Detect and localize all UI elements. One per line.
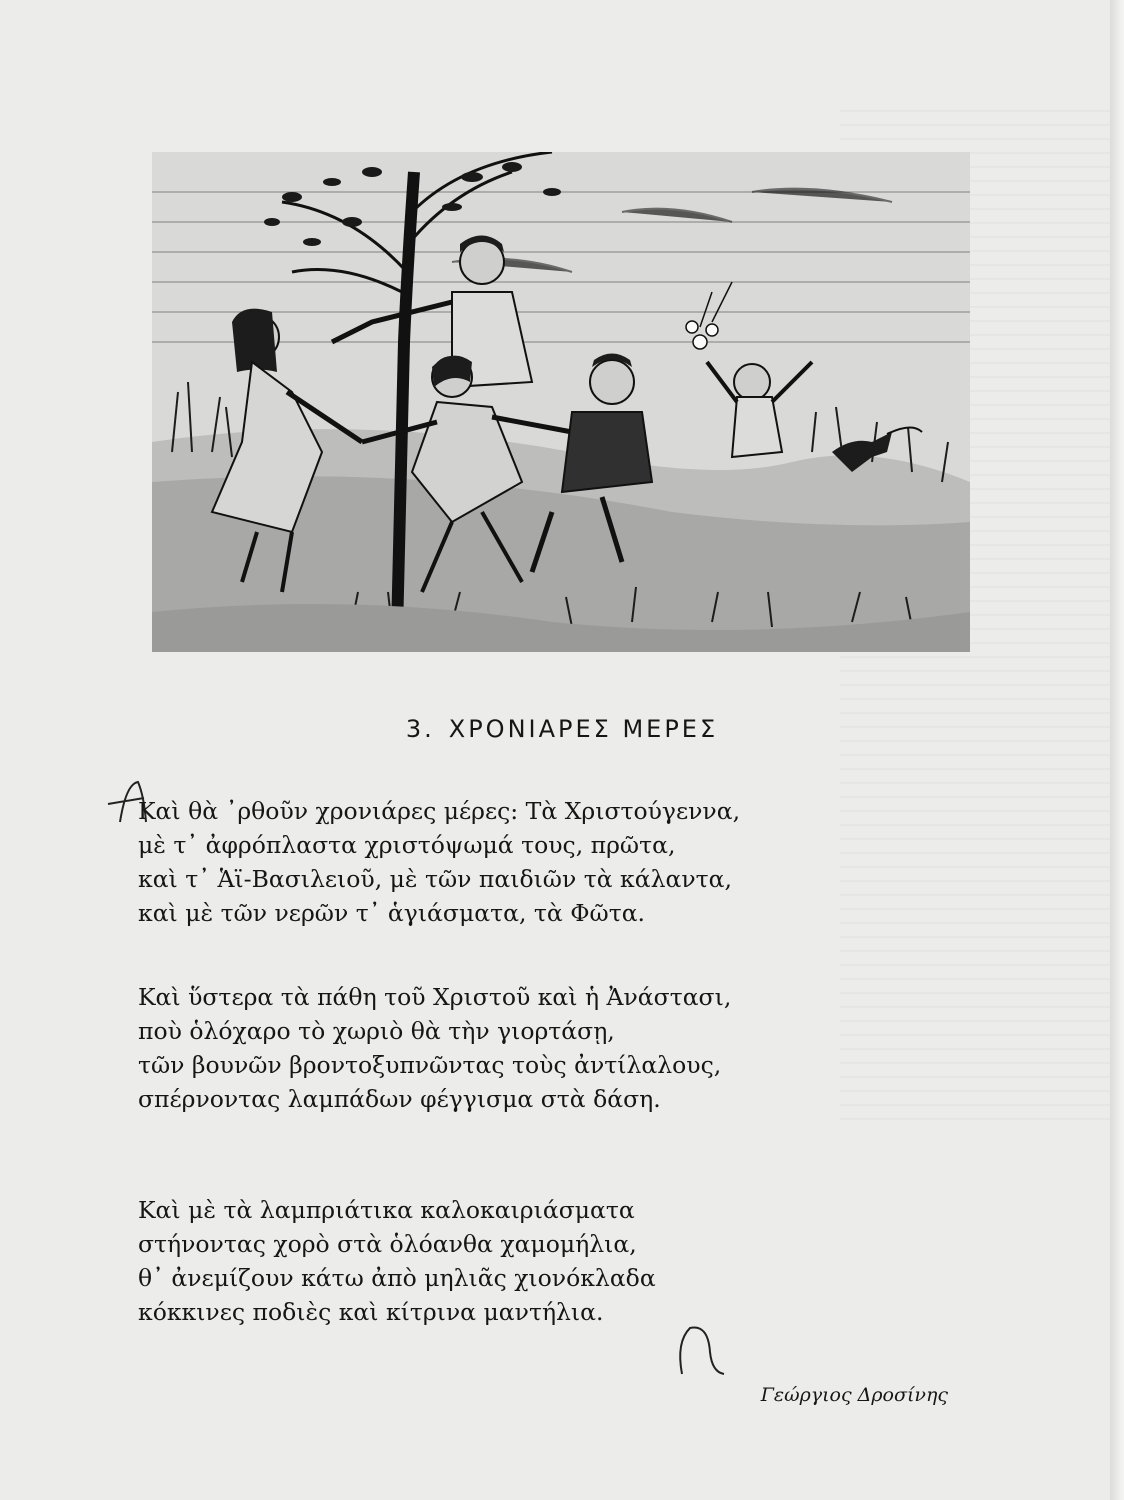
verse-line: κόκκινες ποδιὲς καὶ κίτρινα μαντήλια. xyxy=(138,1298,604,1326)
poem-author: Γεώργιος Δροσίνης xyxy=(760,1384,948,1406)
poem-title-text: ΧΡΟΝΙΑΡΕΣ ΜΕΡΕΣ xyxy=(448,715,719,743)
verse-line: στήνοντας χορὸ στὰ ὁλόανθα χαμομήλια, xyxy=(138,1230,637,1258)
verse-line: Καὶ μὲ τὰ λαμπριάτικα καλοκαιριάσματα xyxy=(138,1196,635,1224)
stanza-3 xyxy=(138,1193,656,1329)
verse-line: μὲ τ᾿ ἀφρόπλαστα χριστόψωμά τους, πρῶτα, xyxy=(138,831,676,859)
verse-line: καὶ τ᾿ Ἁϊ-Βασιλειοῦ, μὲ τῶν παιδιῶν τὰ κάλαντα, xyxy=(138,865,733,893)
verse-line: ποὺ ὁλόχαρο τὸ χωριὸ θὰ τὴν γιορτάσῃ, xyxy=(138,1017,615,1045)
poem-number: 3. xyxy=(405,715,435,743)
verse-line: Καὶ ὕστερα τὰ πάθη τοῦ Χριστοῦ καὶ ἡ Ἀνάστασι, xyxy=(138,983,732,1011)
verse-line: τῶν βουνῶν βροντοξυπνῶντας τοὺς ἀντίλαλους, xyxy=(138,1051,722,1079)
page-edge xyxy=(1110,0,1124,1500)
stanza-1 xyxy=(138,794,740,930)
stanza-2 xyxy=(138,980,731,1116)
verse-line: θ᾿ ἀνεμίζουν κάτω ἀπὸ μηλιᾶς χιονόκλαδα xyxy=(138,1264,656,1292)
verse-line: σπέρνοντας λαμπάδων φέγγισμα στὰ δάση. xyxy=(138,1085,661,1113)
verse-line: καὶ μὲ τῶν νερῶν τ᾿ ἁγιάσματα, τὰ Φῶτα. xyxy=(138,899,646,927)
children-dancing-illustration xyxy=(152,152,970,652)
verse-line: Καὶ θὰ ᾿ρθοῦν χρονιάρες μέρες: Τὰ Χριστούγεννα, xyxy=(138,797,741,825)
handwritten-closing-mark xyxy=(668,1322,728,1382)
poem-title xyxy=(0,715,1124,743)
